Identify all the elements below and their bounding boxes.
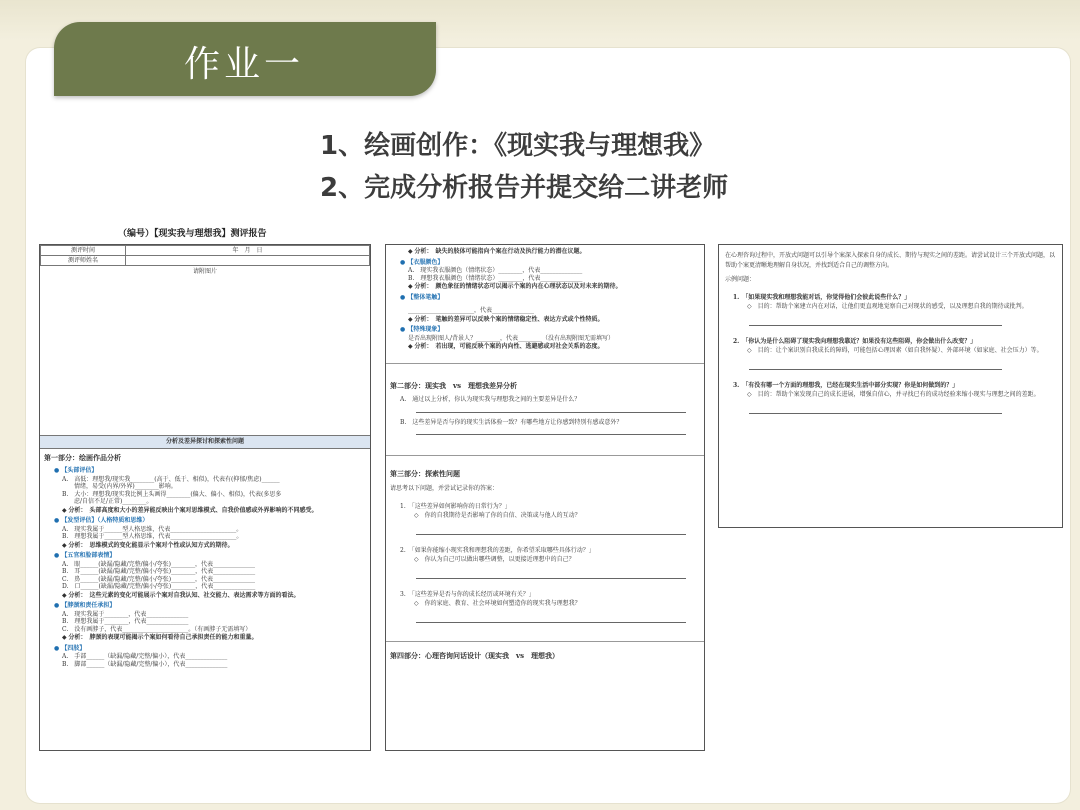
example-question: 2. 「你认为是什么阻碍了现实我向理想我靠近？如果没有这些阻碍，你会做出什么改变？」 bbox=[733, 337, 977, 345]
answer-line bbox=[416, 412, 686, 413]
item-line: A. 高低：理想我/现实我________(高于、低于、相似)，代表有(抑郁/焦虑)______ bbox=[62, 475, 280, 483]
slide-title-banner bbox=[54, 22, 436, 96]
analysis-note: ◆ 分析： 缺失的肢体可能指向个案在行动及执行能力的潜在议题。 bbox=[408, 248, 704, 256]
part4-title: 第四部分：心理咨询问话设计（现实我 vs 理想我） bbox=[390, 650, 560, 660]
analysis-note: ◆ 分析： 颜色象征的情绪状态可以揭示个案的内在心理状态以及对未来的期待。 bbox=[408, 283, 704, 291]
divider bbox=[386, 363, 704, 364]
item-line: A. 眼______(缺漏/隐藏/完整/偏小/夸张)________，代表______________ bbox=[62, 560, 256, 568]
question-sub: ◇ 你的自我期待是否影响了你的自信、决策或与他人的互动？ bbox=[414, 512, 581, 519]
task-heading-2: 2、完成分析报告并提交给二讲老师 bbox=[320, 173, 729, 203]
item-line: C. 鼻______(缺漏/隐藏/完整/偏小/夸张)________，代表______________ bbox=[62, 575, 256, 583]
label-test-time: 测评时间 bbox=[41, 246, 126, 256]
slide-title: 作业一 bbox=[184, 44, 305, 85]
category-strokes: ● 【整体笔触】 bbox=[400, 294, 704, 302]
question-line: 2. 「如果你能缩小现实我和理想我的差距，你希望采取哪些具体行动？」 bbox=[400, 546, 595, 554]
analysis-note: ◆ 分析： 脖颈的表现可能揭示个案如何看待自己承担责任的能力和重量。 bbox=[62, 634, 370, 642]
item-line: B. 耳______(缺漏/隐藏/完整/偏小/夸张)________，代表______________ bbox=[62, 568, 256, 576]
part2-title: 第二部分：现实我 vs 理想我差异分析 bbox=[390, 380, 518, 390]
answer-line bbox=[749, 413, 1002, 414]
item-line: 是否出现附图人/背景人？________，代表________（没有出现附图无需填写） bbox=[408, 334, 615, 342]
item-line: B. 理想我属于______型人格思维，代表______________________。 bbox=[62, 533, 243, 541]
report-title: （编号）【现实我与理想我】测评报告 bbox=[118, 229, 267, 239]
question-line: A. 通过以上分析，你认为现实我与理想我之间的主要差异是什么？ bbox=[400, 396, 581, 404]
example-label: 示例问题： bbox=[725, 276, 756, 284]
item-line: A. 现实我衣服颜色（情绪状态）________，代表______________ bbox=[408, 267, 583, 274]
question-line: 1. 「这些差异如何影响你的日常行为？」 bbox=[400, 502, 511, 510]
question-line: 3. 「这些差异是否与你的成长经历或环境有关？」 bbox=[400, 590, 535, 598]
analysis-note: ◆ 分析： 笔触的差异可以反映个案的情绪稳定性、表达方式或个性特质。 bbox=[408, 316, 704, 324]
category-special: ● 【特殊现象】 bbox=[400, 326, 704, 334]
example-question: 1. 「如果现实我和理想我能对话，你觉得他们会彼此说些什么？」 bbox=[733, 293, 911, 301]
category-clothing: ● 【衣服颜色】 bbox=[400, 259, 704, 267]
report-page-1 bbox=[39, 244, 371, 751]
value-test-time: 年 月 日 bbox=[126, 246, 370, 256]
question-line: B. 这些差异是否与你的现实生活体验一致？有哪些地方让你感到特别有感或意外？ bbox=[400, 418, 623, 426]
item-line: B. 理想我衣服颜色（情绪状态）________，代表______________ bbox=[408, 274, 583, 282]
item-line: A. 现实我属于________，代表______________ bbox=[62, 610, 189, 618]
part3-title: 第三部分：探索性问题 bbox=[390, 469, 460, 479]
label-assessor-name: 测评师姓名 bbox=[41, 256, 126, 266]
item-line: 虑/自信不足/正常)________。 bbox=[62, 498, 153, 506]
divider bbox=[386, 455, 704, 456]
answer-line bbox=[416, 578, 686, 579]
answer-line bbox=[416, 434, 686, 435]
category-head: ● 【头部评估】 bbox=[54, 467, 370, 475]
report-page-3 bbox=[718, 244, 1063, 528]
item-line: A. 手部______（缺漏/隐藏/完整/偏小），代表______________ bbox=[62, 653, 228, 661]
divider bbox=[386, 641, 704, 642]
analysis-note: ◆ 分析： 若出现，可能反映个案的内向性、逃避感或对社会关系的态度。 bbox=[408, 343, 704, 351]
category-face: ● 【五官和脸部表情】 bbox=[54, 552, 370, 560]
example-purpose: ◇ 目的：让个案识别自我成长的障碍，可能包括心理因素（如自我怀疑）、外部环境（如家庭、社会压力）等。 bbox=[747, 347, 1043, 355]
answer-line bbox=[416, 534, 686, 535]
part1-title: 第一部分：绘画作品分析 bbox=[44, 452, 121, 462]
category-hair: ● 【发型评估】（人格特质和思维） bbox=[54, 517, 370, 525]
item-line: 情绪，易受(内界/外界)________影响。 bbox=[62, 483, 177, 491]
analysis-note: ◆ 分析： 这些元素的变化可能展示个案对自我认知、社交能力、表达需求等方面的看法。 bbox=[62, 592, 370, 600]
page3-intro: 在心理咨询过程中，开放式问题可以引导个案深入探索自身的成长、期待与现实之间的差距。请尝试设计三个开放式问题，以帮助个案更清晰地理解自身状况，并找到适合自己的调整方向。 bbox=[725, 252, 1056, 269]
value-assessor-name bbox=[126, 256, 370, 266]
answer-line bbox=[749, 369, 1002, 370]
answer-line bbox=[416, 622, 686, 623]
answer-line bbox=[749, 325, 1002, 326]
item-line: B. 理想我属于________，代表______________ bbox=[62, 618, 189, 626]
question-sub: ◇ 你的家庭、教育、社会环境如何塑造你的现实我与理想我？ bbox=[414, 600, 581, 607]
item-line: A. 现实我属于______型人格思维，代表______________________。 bbox=[62, 525, 243, 533]
item-line: ______________________，代表______________ bbox=[408, 307, 535, 314]
example-question: 3. 「有没有哪一个方面的理想我，已经在现实生活中部分实现？你是如何做到的？」 bbox=[733, 381, 959, 389]
question-sub: ◇ 你认为自己可以做出哪些调整，以更接近理想中的自己？ bbox=[414, 556, 575, 563]
photo-placeholder: 请附图片 bbox=[40, 266, 370, 436]
example-purpose: ◇ 目的：帮助个案发现自己的成长进展，增强自信心，并寻找已有的成功经验来缩小现实与理想之间的差距。 bbox=[747, 391, 1040, 399]
part3-intro: 请思考以下问题，并尝试记录你的答案： bbox=[390, 485, 499, 492]
category-neck: ● 【脖颈和责任承担】 bbox=[54, 602, 370, 610]
example-purpose: ◇ 目的：帮助个案建立内在对话，让他们更直观地觉察自己对现状的感受，以及理想自我的期待或批判。 bbox=[747, 303, 1028, 311]
info-table bbox=[40, 245, 370, 266]
report-page-2 bbox=[385, 244, 705, 751]
task-heading-1: 1、绘画创作：《现实我与理想我》 bbox=[320, 131, 716, 161]
analysis-note: ◆ 分析： 头部高度和大小的差异能反映出个案对思维模式、自我价值感或外界影响的不同感受。 bbox=[62, 507, 370, 515]
analysis-note: ◆ 分析： 思维模式的变化能显示个案对个性或认知方式的期待。 bbox=[62, 542, 370, 550]
item-line: C. 没有画脖子，代表______________________。（有画脖子无需填写） bbox=[62, 625, 252, 633]
item-line: D. 口______(缺漏/隐藏/完整/偏小/夸张)________，代表______________ bbox=[62, 583, 256, 591]
category-limbs: ● 【四肢】 bbox=[54, 645, 370, 653]
item-line: B. 脚部______（缺漏/隐藏/完整/偏小），代表______________ bbox=[62, 660, 228, 668]
section-bar: 分析及差异探讨和探索性问题 bbox=[40, 436, 370, 449]
item-line: B. 大小：理想我/现实我比例上头画得________(偏大、偏小、相似)，代表(多思多 bbox=[62, 490, 282, 498]
